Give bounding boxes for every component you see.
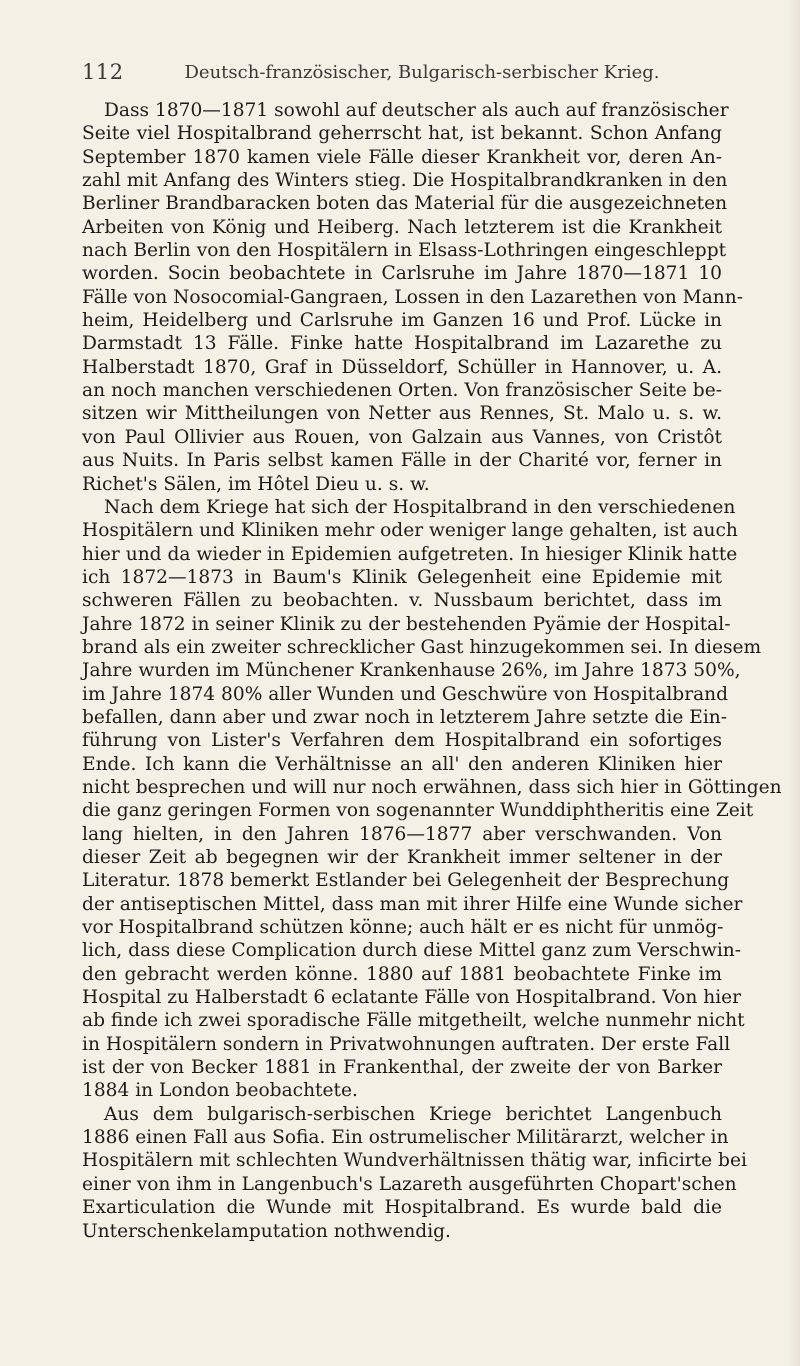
text-line: heim, Heidelberg und Carlsruhe im Ganzen 16 und Prof. Lücke in <box>82 310 722 332</box>
text-line: Unterschenkelamputation nothwendig. <box>82 1220 451 1242</box>
text-line: Hospitälern und Kliniken mehr oder weniger lange gehalten, ist auch <box>82 520 738 542</box>
running-title: Deutsch-französischer, Bulgarisch-serbischer Krieg. <box>184 62 660 83</box>
text-line: der antiseptischen Mittel, dass man mit ihrer Hilfe eine Wunde sicher <box>82 893 743 915</box>
text-line: den gebracht werden könne. 1880 auf 1881 beobachtete Finke im <box>82 963 722 985</box>
text-line: hier und da wieder in Epidemien aufgetreten. In hiesiger Klinik hatte <box>82 543 738 565</box>
text-line: 1886 einen Fall aus Sofia. Ein ostrumelischer Militärarzt, welcher in <box>82 1127 729 1149</box>
text-line: September 1870 kamen viele Fälle dieser Krankheit vor, deren An- <box>82 146 722 168</box>
text-line: zahl mit Anfang des Winters stieg. Die Hospitalbrandkranken in den <box>82 170 728 192</box>
text-line: Jahre 1872 in seiner Klinik zu der bestehenden Pyämie der Hospital- <box>82 613 731 635</box>
text-line: Ende. Ich kann die Verhältnisse an all' den anderen Kliniken hier <box>82 753 722 775</box>
text-line: Literatur. 1878 bemerkt Estlander bei Gelegenheit der Besprechung <box>82 870 730 892</box>
page-header <box>82 60 722 90</box>
text-line: Seite viel Hospitalbrand geherrscht hat, ist bekannt. Schon Anfang <box>82 123 722 145</box>
text-line: Darmstadt 13 Fälle. Finke hatte Hospitalbrand im Lazarethe zu <box>82 333 722 355</box>
text-line: Aus dem bulgarisch-serbischen Kriege berichtet Langenbuch <box>104 1103 722 1125</box>
text-line: Richet's Sälen, im Hôtel Dieu u. s. w. <box>82 473 430 495</box>
text-line: ab finde ich zwei sporadische Fälle mitgetheilt, welche nunmehr nicht <box>82 1010 745 1032</box>
text-line: lang hielten, in den Jahren 1876—1877 aber verschwanden. Von <box>82 823 722 845</box>
text-line: vor Hospitalbrand schützen könne; auch hält er es nicht für unmög- <box>82 917 724 939</box>
text-line: 1884 in London beobachtete. <box>82 1080 358 1102</box>
text-line: Dass 1870—1871 sowohl auf deutscher als auch auf französischer <box>104 100 729 121</box>
text-line: ist der von Becker 1881 in Frankenthal, der zweite der von Barker <box>82 1057 722 1079</box>
text-line: Halberstadt 1870, Graf in Düsseldorf, Schüller in Hannover, u. A. <box>82 356 722 378</box>
text-line: im Jahre 1874 80% aller Wunden und Geschwüre von Hospitalbrand <box>82 683 729 705</box>
text-line: Berliner Brandbaracken boten das Material für die ausgezeichneten <box>82 193 728 215</box>
text-line: Jahre wurden im Münchener Krankenhause 26%, im Jahre 1873 50%, <box>82 660 741 682</box>
text-line: nach Berlin von den Hospitälern in Elsass-Lothringen eingeschleppt <box>82 240 727 262</box>
text-line: die ganz geringen Formen von sogenannter Wunddiphtheritis eine Zeit <box>82 800 754 822</box>
text-line: brand als ein zweiter schrecklicher Gast hinzugekommen sei. In diesem <box>82 636 762 658</box>
text-line: führung von Lister's Verfahren dem Hospitalbrand ein sofortiges <box>82 730 722 752</box>
text-line: einer von ihm in Langenbuch's Lazareth ausgeführten Chopart'schen <box>82 1173 737 1195</box>
text-line: befallen, dann aber und zwar noch in letzterem Jahre setzte die Ein- <box>82 706 728 728</box>
page-edge <box>788 0 800 1366</box>
text-line: Exarticulation die Wunde mit Hospitalbrand. Es wurde bald die <box>82 1197 722 1219</box>
page-number: 112 <box>82 60 124 84</box>
text-line: dieser Zeit ab begegnen wir der Krankheit immer seltener in der <box>82 847 722 868</box>
text-line: aus Nuits. In Paris selbst kamen Fälle in der Charité vor, ferner in <box>82 450 722 472</box>
text-line: Nach dem Kriege hat sich der Hospitalbrand in den verschiedenen <box>104 496 736 518</box>
text-line: lich, dass diese Complication durch diese Mittel ganz zum Verschwin- <box>82 940 742 962</box>
text-line: Fälle von Nosocomial-Gangraen, Lossen in den Lazarethen von Mann- <box>82 286 744 308</box>
text-line: Arbeiten von König und Heiberg. Nach letzterem ist die Krankheit <box>82 216 722 238</box>
text-line: sitzen wir Mittheilungen von Netter aus Rennes, St. Malo u. s. w. <box>82 403 722 425</box>
text-line: an noch manchen verschiedenen Orten. Von französischer Seite be- <box>82 380 722 402</box>
body-text <box>82 99 782 1243</box>
text-line: in Hospitälern sondern in Privatwohnungen auftraten. Der erste Fall <box>82 1033 731 1055</box>
text-line: worden. Socin beobachtete in Carlsruhe im Jahre 1870—1871 10 <box>82 263 722 285</box>
text-line: Hospitälern mit schlechten Wundverhältnissen thätig war, inficirte bei <box>82 1150 747 1172</box>
text-line: schweren Fällen zu beobachten. v. Nussbaum berichtet, dass im <box>82 590 722 612</box>
text-line: ich 1872—1873 in Baum's Klinik Gelegenheit eine Epidemie mit <box>82 566 722 588</box>
text-line: nicht besprechen und will nur noch erwähnen, dass sich hier in Göttingen <box>82 776 782 798</box>
text-line: Hospital zu Halberstadt 6 eclatante Fälle von Hospitalbrand. Von hier <box>82 987 742 1009</box>
text-line: von Paul Ollivier aus Rouen, von Galzain aus Vannes, von Cristôt <box>82 426 722 448</box>
